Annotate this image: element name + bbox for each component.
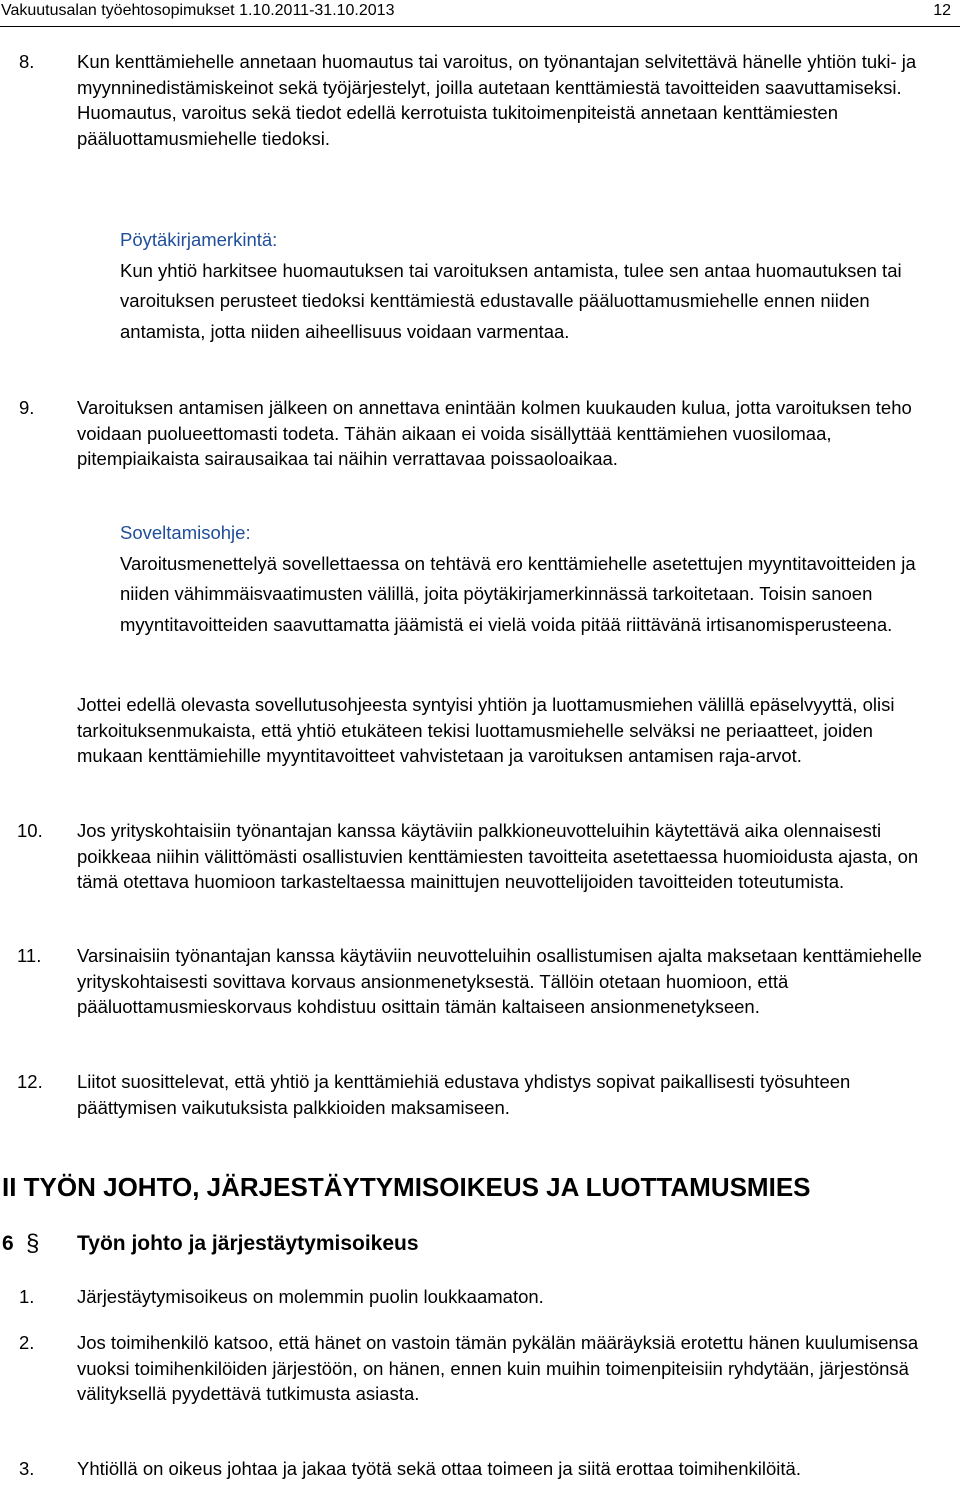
item-text: Yhtiöllä on oikeus johtaa ja jakaa työtä sekä ottaa toimeen ja siitä erottaa toimihenkilöitä. xyxy=(77,1458,801,1479)
item-text: Liitot suosittelevat, että yhtiö ja kenttämiehiä edustava yhdistys sopivat paikallisesti työsuhteen päättymisen vaikutuksista palkkioiden maksamiseen. xyxy=(77,1071,851,1118)
protocol-note xyxy=(120,225,938,347)
item-number: 12. xyxy=(17,1071,43,1092)
item-number: 9. xyxy=(19,397,35,418)
paragraph-heading xyxy=(2,1229,419,1259)
item-text: Jos toimihenkilö katsoo, että hänet on vastoin tämän pykälän määräyksiä erotettu hänen kuulumisensa vuoksi toimihenkilöiden järjestöön, on hänen, ennen kuin muihin toimenpiteisiin ryhdytään, järjestönsä välityksellä pyydettävä tutkimusta asiasta. xyxy=(77,1332,919,1404)
section-heading: II TYÖN JOHTO, JÄRJESTÄYTYMISOIKEUS JA LUOTTAMUSMIES xyxy=(2,1172,811,1202)
item-number: 1. xyxy=(19,1286,35,1307)
item-number: 2. xyxy=(19,1332,35,1353)
section-sign: § xyxy=(26,1230,40,1257)
page-number: 12 xyxy=(933,2,951,19)
item-text: Jos yrityskohtaisiin työnantajan kanssa käytäviin palkkioneuvotteluihin käytettävä aika olennaisesti poikkeaa niihin välittömästi osallistuvien kenttämiesten tavoitteita asetettaessa huomioidusta ajasta, on tämä otettava huomioon tarkasteltaessa mainittujen neuvottelijoiden tavoitteiden toteutumista. xyxy=(77,820,919,892)
application-guideline xyxy=(120,518,938,640)
note-label: Pöytäkirjamerkintä: xyxy=(120,229,278,250)
item-text: Järjestäytymisoikeus on molemmin puolin loukkaamaton. xyxy=(77,1286,544,1307)
guideline-paragraph: Jottei edellä olevasta sovellutusohjeesta syntyisi yhtiön ja luottamusmiehen välillä epäselvyyttä, olisi tarkoituksenmukaista, että yhtiö etukäteen tekisi luottamusmiehelle selväksi ne periaatteet, joiden mukaan kenttämiehille myyntitavoitteet vahvistetaan ja varoituksen antamisen raja-arvot. xyxy=(77,694,895,766)
item-number: 8. xyxy=(19,51,35,72)
note-label: Soveltamisohje: xyxy=(120,522,251,543)
item-text: Varoituksen antamisen jälkeen on annettava enintään kolmen kuukauden kulua, jotta varoituksen teho voidaan puolueettomasti todeta. Tähän aikaan ei voida sisällyttää kenttämiehen vuosilomaa, pitempiaikaista sairausaikaa tai näihin verrattavaa poissaoloaikaa. xyxy=(77,397,912,469)
note-text: Varoitusmenettelyä sovellettaessa on tehtävä ero kenttämiehelle asetettujen myyntitavoitteiden ja niiden vähimmäisvaatimusten välillä, joita pöytäkirjamerkinnässä tarkoitetaan. Toisin sanoen myyntitavoitteiden saavuttamatta jäämistä ei vielä voida pitää riittävänä irtisanomisperusteena. xyxy=(120,552,916,635)
item-number: 10. xyxy=(17,820,43,841)
note-text: Kun yhtiö harkitsee huomautuksen tai varoituksen antamista, tulee sen antaa huomautuksen tai varoituksen perusteet tiedoksi kenttämiestä edustavalle pääluottamusmiehelle ennen niiden antamista, jotta niiden aiheellisuus voidaan varmentaa. xyxy=(120,259,902,342)
item-text: Kun kenttämiehelle annetaan huomautus tai varoitus, on työnantajan selvitettävä hänelle yhtiön tuki- ja myynninedistämiskeinot sekä työjärjestelyt, joilla autetaan kenttämiestä tavoitteiden saavuttamiseksi. Huomautus, varoitus sekä tiedot edellä kerrotuista tukitoimenpiteistä annetaan kenttämiesten pääluottamusmiehelle tiedoksi. xyxy=(77,51,917,149)
paragraph-number: 6 xyxy=(2,1232,14,1255)
page-header xyxy=(0,0,960,27)
item-number: 3. xyxy=(19,1458,35,1479)
paragraph-title: Työn johto ja järjestäytymisoikeus xyxy=(77,1232,419,1255)
item-number: 11. xyxy=(17,945,42,966)
document-title: Vakuutusalan työehtosopimukset 1.10.2011-31.10.2013 xyxy=(1,2,395,19)
item-text: Varsinaisiin työnantajan kanssa käytäviin neuvotteluihin osallistumisen ajalta maksetaan kenttämiehelle yrityskohtaisesti sovittava korvaus ansionmenetyksestä. Tällöin otetaan huomioon, että pääluottamusmieskorvaus kohdistuu osittain tämän kaltaiseen ansionmenetykseen. xyxy=(77,945,922,1017)
